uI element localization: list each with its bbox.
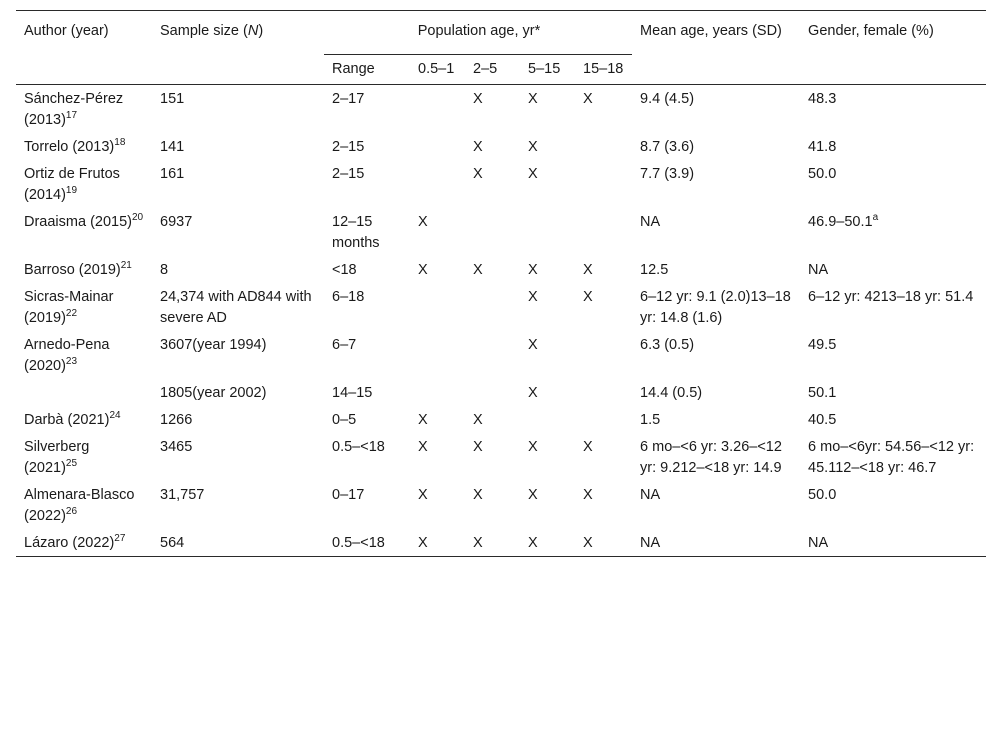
cell-g4: [575, 379, 632, 406]
author-text: Arnedo-Pena (2020): [24, 337, 110, 374]
cell-sample: 141: [160, 139, 185, 155]
cell-g4: [575, 331, 632, 379]
table-row: [16, 133, 986, 160]
cell-mean: 14.4 (0.5): [640, 385, 703, 401]
reference-number: 23: [65, 356, 78, 368]
table-row: [16, 283, 986, 331]
author-text: Sánchez-Pérez (2013): [24, 91, 124, 128]
cell-g2: X: [473, 412, 483, 428]
cell-g2: X: [473, 139, 483, 155]
cell-gender: [800, 481, 986, 529]
cell-g1: X: [418, 412, 428, 428]
header-gender: Gender, female (%): [808, 23, 934, 39]
cell-g1: X: [418, 439, 428, 455]
cell-gender: [800, 433, 986, 481]
cell-g3: [520, 406, 575, 433]
cell-sample: 31,757: [160, 487, 205, 503]
table-row: [16, 379, 986, 406]
table-row: [16, 433, 986, 481]
header-age-group: 0.5–1: [418, 61, 455, 77]
reference-number: 25: [65, 458, 78, 470]
cell-gender: [800, 379, 986, 406]
cell-sample: 564: [160, 535, 185, 551]
cell-author: [16, 208, 152, 256]
author-text: Barroso (2019): [24, 262, 121, 278]
table-row: [16, 160, 986, 208]
cell-g4: [575, 208, 632, 256]
cell-mean: 6 mo–<6 yr: 3.26–<12 yr: 9.212–<18 yr: 14.9: [640, 439, 782, 476]
gender-text: 41.8: [808, 139, 837, 155]
cell-g4: [575, 133, 632, 160]
cell-sample: 161: [160, 166, 185, 182]
table-row: [16, 85, 986, 134]
reference-number: 21: [120, 260, 132, 272]
cell-g4: X: [583, 535, 593, 551]
table-row: [16, 256, 986, 283]
header-sample-size: Sample size (N): [160, 23, 264, 39]
cell-mean: 9.4 (4.5): [640, 91, 695, 107]
cell-g4: X: [583, 289, 593, 305]
studies-table: [16, 10, 986, 557]
table-row: [16, 208, 986, 256]
author-text: Almenara-Blasco (2022): [24, 487, 135, 524]
cell-g3: X: [528, 262, 538, 278]
reference-number: 26: [65, 506, 78, 518]
cell-gender: [800, 283, 986, 331]
cell-author: [16, 406, 152, 433]
table-row: [16, 481, 986, 529]
author-text: Ortiz de Frutos (2014): [24, 166, 120, 203]
cell-range: 14–15: [332, 385, 373, 401]
cell-sample: 151: [160, 91, 185, 107]
reference-number: 27: [114, 533, 126, 545]
author-text: Darbà (2021): [24, 412, 110, 428]
cell-g3: X: [528, 139, 538, 155]
cell-author: [16, 529, 152, 557]
cell-g3: X: [528, 439, 538, 455]
gender-text: 6 mo–<6yr: 54.56–<12 yr: 45.112–<18 yr: 46.7: [808, 439, 975, 476]
cell-g1: X: [418, 262, 428, 278]
cell-mean: 6–12 yr: 9.1 (2.0)13–18 yr: 14.8 (1.6): [640, 289, 791, 326]
cell-gender: [800, 256, 986, 283]
cell-g3: X: [528, 385, 538, 401]
cell-range: 2–15: [332, 139, 365, 155]
cell-g3: X: [528, 337, 538, 353]
cell-g1: [410, 133, 465, 160]
gender-text: NA: [808, 262, 829, 278]
cell-gender: [800, 406, 986, 433]
cell-range: 0–17: [332, 487, 365, 503]
cell-g3: X: [528, 166, 538, 182]
cell-g3: X: [528, 487, 538, 503]
cell-g1: [410, 85, 465, 134]
cell-author: [16, 256, 152, 283]
cell-author: [16, 133, 152, 160]
cell-g2: X: [473, 535, 483, 551]
gender-text: 49.5: [808, 337, 837, 353]
cell-gender: [800, 133, 986, 160]
cell-g4: X: [583, 487, 593, 503]
header-population-age: Population age, yr*: [324, 11, 632, 55]
cell-g4: [575, 406, 632, 433]
cell-gender: [800, 331, 986, 379]
cell-gender: [800, 529, 986, 557]
cell-g2: [465, 208, 520, 256]
reference-number: 19: [65, 185, 78, 197]
gender-text: 46.9–50.1: [808, 214, 873, 230]
header-age-group: 2–5: [473, 61, 498, 77]
cell-g4: X: [583, 91, 593, 107]
reference-number: 17: [65, 110, 78, 122]
cell-range: 2–17: [332, 91, 365, 107]
footnote-marker: a: [872, 212, 879, 224]
cell-author: [16, 283, 152, 331]
cell-mean: 7.7 (3.9): [640, 166, 695, 182]
cell-sample: 1266: [160, 412, 193, 428]
cell-g1: X: [418, 214, 428, 230]
cell-g2: [465, 331, 520, 379]
gender-text: 6–12 yr: 4213–18 yr: 51.4: [808, 289, 974, 305]
cell-sample: 3465: [160, 439, 193, 455]
cell-g1: X: [418, 487, 428, 503]
gender-text: 40.5: [808, 412, 837, 428]
cell-g3: X: [528, 535, 538, 551]
cell-sample: 3607(year 1994): [160, 337, 267, 353]
gender-text: 50.0: [808, 487, 837, 503]
cell-sample: 8: [160, 262, 169, 278]
reference-number: 20: [132, 212, 144, 224]
cell-g2: X: [473, 439, 483, 455]
cell-g1: [410, 160, 465, 208]
cell-author: [16, 160, 152, 208]
reference-number: 24: [109, 410, 121, 422]
table-row: [16, 406, 986, 433]
cell-g3: [520, 208, 575, 256]
cell-g2: X: [473, 487, 483, 503]
cell-gender: [800, 208, 986, 256]
author-text: Lázaro (2022): [24, 535, 115, 551]
cell-range: 0–5: [332, 412, 357, 428]
cell-author: [16, 85, 152, 134]
cell-gender: [800, 85, 986, 134]
cell-range: 0.5–<18: [332, 439, 385, 455]
header-author: Author (year): [24, 23, 109, 39]
cell-range: 2–15: [332, 166, 365, 182]
cell-g2: X: [473, 91, 483, 107]
gender-text: 50.1: [808, 385, 837, 401]
header-age-group: 5–15: [528, 61, 561, 77]
table-row: [16, 529, 986, 557]
table-header: [16, 11, 986, 85]
cell-mean: 6.3 (0.5): [640, 337, 695, 353]
cell-mean: NA: [640, 487, 661, 503]
table-row: [16, 331, 986, 379]
cell-range: 6–7: [332, 337, 357, 353]
gender-text: 50.0: [808, 166, 837, 182]
header-age-group: 15–18: [583, 61, 624, 77]
cell-author: [16, 331, 152, 379]
gender-text: 48.3: [808, 91, 837, 107]
cell-sample: 6937: [160, 214, 193, 230]
table-body: [16, 85, 986, 557]
cell-range: 12–15 months: [332, 214, 380, 251]
author-text: Torrelo (2013): [24, 139, 115, 155]
reference-number: 22: [65, 308, 78, 320]
cell-g3: X: [528, 91, 538, 107]
cell-g4: X: [583, 262, 593, 278]
reference-number: 18: [114, 137, 126, 149]
cell-g3: X: [528, 289, 538, 305]
cell-sample: 24,374 with AD844 with severe AD: [160, 289, 312, 326]
cell-g1: [410, 331, 465, 379]
cell-mean: NA: [640, 535, 661, 551]
cell-range: 6–18: [332, 289, 365, 305]
cell-g2: [465, 283, 520, 331]
header-mean-age: Mean age, years (SD): [640, 23, 782, 39]
cell-mean: 8.7 (3.6): [640, 139, 695, 155]
cell-g1: [410, 283, 465, 331]
cell-author: [16, 481, 152, 529]
cell-g2: [465, 379, 520, 406]
cell-author: [16, 379, 152, 406]
studies-table-container: [16, 10, 986, 557]
author-text: Silverberg (2021): [24, 439, 90, 476]
author-text: Sicras-Mainar (2019): [24, 289, 114, 326]
cell-g2: X: [473, 166, 483, 182]
cell-mean: 1.5: [640, 412, 661, 428]
cell-range: <18: [332, 262, 357, 278]
cell-gender: [800, 160, 986, 208]
header-range: Range: [332, 61, 375, 77]
cell-g4: [575, 160, 632, 208]
cell-sample: 1805(year 2002): [160, 385, 267, 401]
cell-mean: NA: [640, 214, 661, 230]
author-text: Draaisma (2015): [24, 214, 132, 230]
gender-text: NA: [808, 535, 829, 551]
cell-range: 0.5–<18: [332, 535, 385, 551]
cell-g4: X: [583, 439, 593, 455]
cell-g1: [410, 379, 465, 406]
cell-g2: X: [473, 262, 483, 278]
cell-g1: X: [418, 535, 428, 551]
cell-mean: 12.5: [640, 262, 669, 278]
cell-author: [16, 433, 152, 481]
